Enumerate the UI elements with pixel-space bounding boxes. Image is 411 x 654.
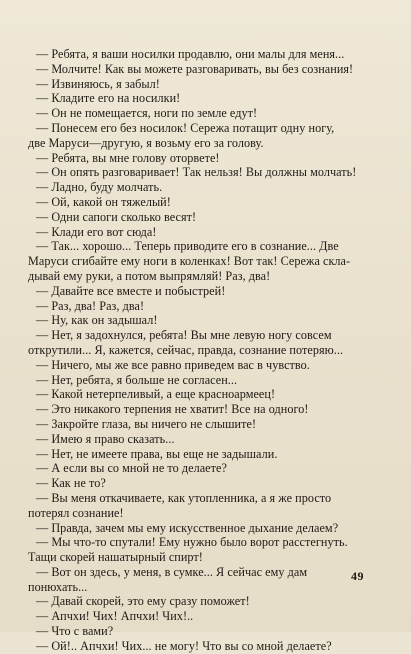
text-line: — Ой, какой он тяжелый! bbox=[36, 194, 171, 209]
text-line: — Извиняюсь, я забыл! bbox=[36, 76, 160, 91]
text-line: — Вы меня откачиваете, как утопленника, а я же просто bbox=[36, 490, 332, 505]
text-line: — Имею я право сказать... bbox=[36, 431, 175, 446]
text-line: — Давай скорей, это ему сразу поможет! bbox=[36, 594, 250, 609]
text-line: — Нет, не имеете права, вы еще не задышали. bbox=[36, 446, 278, 461]
page-number: 49 bbox=[351, 569, 364, 583]
text-line: — Ладно, буду молчать. bbox=[36, 180, 163, 195]
text-line: — Молчите! Как вы можете разговаривать, вы без сознания! bbox=[36, 61, 354, 76]
text-line: — Давайте все вместе и побыстрей! bbox=[36, 283, 226, 298]
text-line: — Ничего, мы же все равно приведем вас в чувство. bbox=[36, 357, 310, 372]
text-line: — Ой!.. Апчхи! Чих... не могу! Что вы со мной делаете? bbox=[36, 638, 332, 653]
text-line: — Какой нетерпеливый, а еще красноармеец! bbox=[36, 387, 276, 402]
text-line: — Как не то? bbox=[36, 476, 106, 491]
text-line: потерял сознание! bbox=[28, 505, 124, 520]
text-line: понюхать... bbox=[28, 579, 88, 594]
text-line: — Нет, я задохнулся, ребята! Вы мне левую ногу совсем bbox=[36, 328, 332, 343]
text-line: — Раз, два! Раз, два! bbox=[36, 298, 145, 313]
text-line: — А если вы со мной не то делаете? bbox=[36, 461, 227, 476]
text-line: — Он опять разговаривает! Так нельзя! Вы должны молчать! bbox=[36, 165, 357, 180]
text-line: — Клади его вот сюда! bbox=[36, 224, 157, 239]
text-line: — Мы что-то спутали! Ему нужно было ворот расстегнуть. bbox=[36, 535, 348, 550]
text-line: — Так... хорошо... Теперь приводите его в сознание... Две bbox=[36, 239, 339, 254]
text-line: — Закройте глаза, вы ничего не слышите! bbox=[36, 416, 257, 431]
text-line: — Правда, зачем мы ему искусственное дыхание делаем? bbox=[36, 520, 339, 535]
text-line: дывай ему руки, а потом выпрямляй! Раз, два! bbox=[28, 268, 271, 283]
page-text bbox=[28, 47, 376, 654]
text-line: Маруси сгибайте ему ноги в коленках! Вот так! Сережа скла- bbox=[28, 254, 351, 269]
text-line: открутили... Я, кажется, сейчас, правда, сознание потеряю... bbox=[28, 342, 344, 357]
text-line: — Ребята, я ваши носилки продавлю, они малы для меня... bbox=[36, 47, 345, 61]
text-line: — Понесем его без носилок! Сережа потащит одну ногу, bbox=[36, 120, 335, 135]
text-line: — Апчхи! Чих! Апчхи! Чих!.. bbox=[36, 609, 194, 624]
text-line: — Что с вами? bbox=[36, 624, 114, 639]
text-line: две Маруси—другую, я возьму его за голову. bbox=[28, 135, 264, 150]
text-line: — Кладите его на носилки! bbox=[36, 91, 181, 106]
text-line: — Нет, ребята, я больше не согласен... bbox=[36, 372, 238, 387]
text-line: — Ребята, вы мне голову оторвете! bbox=[36, 150, 220, 165]
text-line: Тащи скорей нашатырный спирт! bbox=[28, 550, 203, 565]
text-line: — Он не помещается, ноги по земле едут! bbox=[36, 106, 258, 121]
text-line: — Это никакого терпения не хватит! Все на одного! bbox=[36, 402, 309, 417]
text-line: — Ну, как он задышал! bbox=[36, 313, 158, 328]
text-line: — Одни сапоги сколько весят! bbox=[36, 209, 197, 224]
text-line: — Вот он здесь, у меня, в сумке... Я сейчас ему дам bbox=[36, 564, 308, 579]
